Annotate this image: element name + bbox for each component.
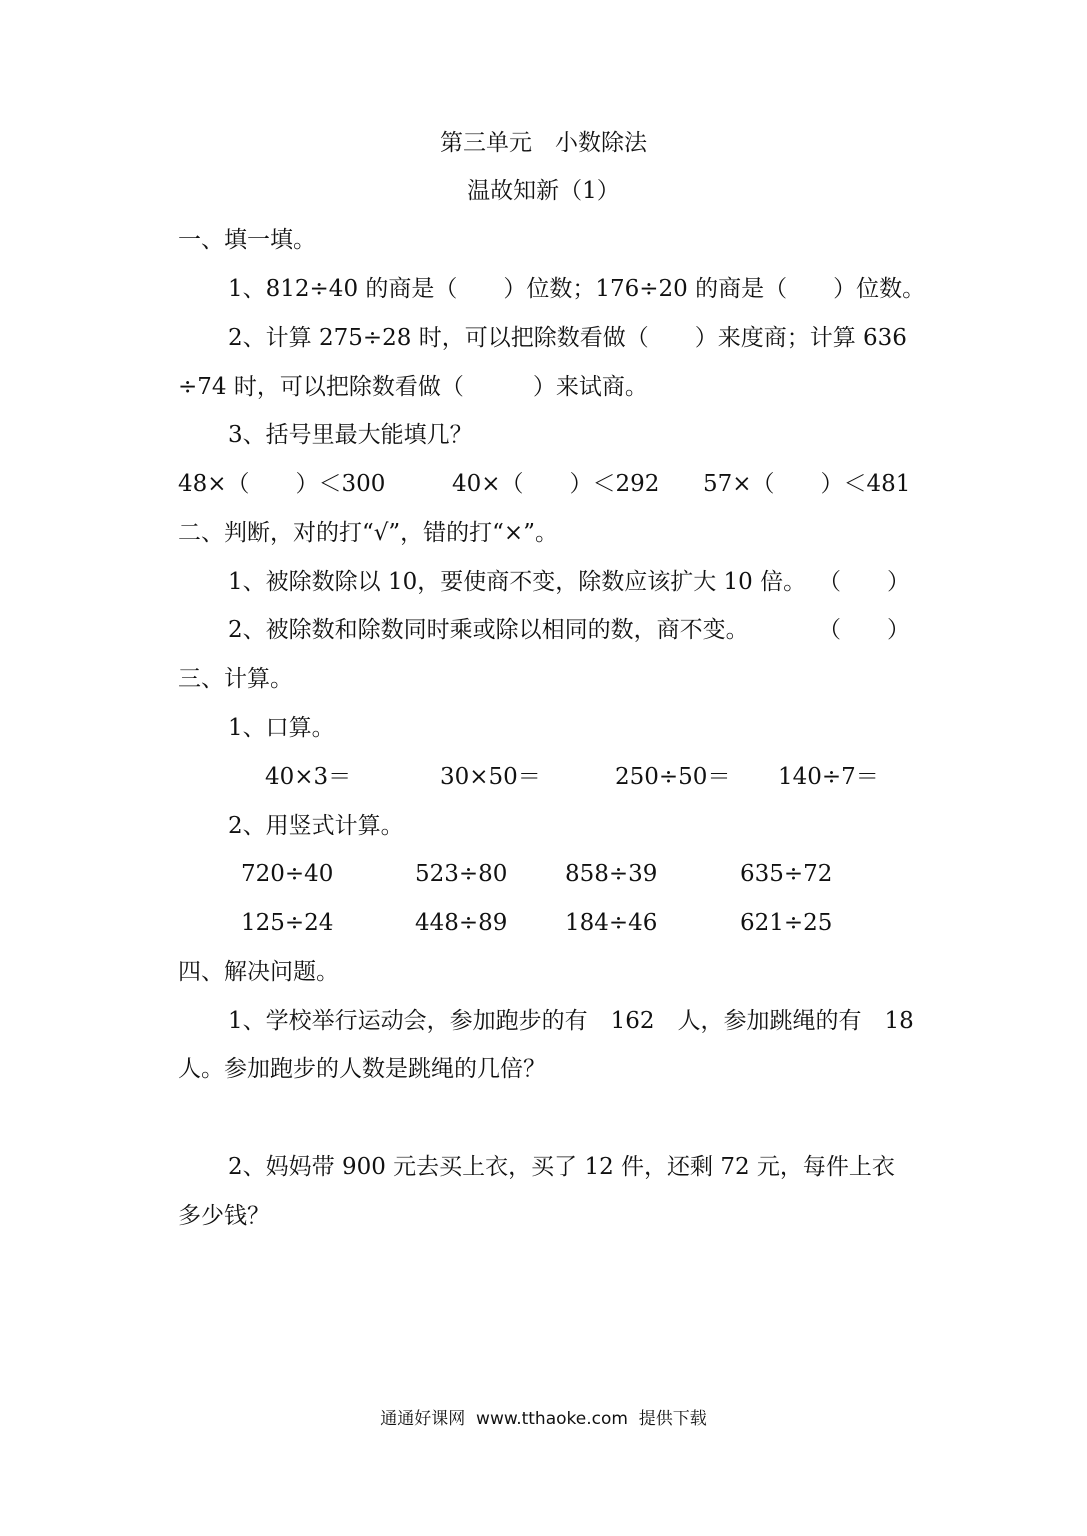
- problem-1-line2: 人。参加跑步的人数是跳绳的几倍？: [178, 1056, 546, 1082]
- section2-heading: 二、判断，对的打“√”，错的打“×”。: [178, 520, 558, 546]
- section1-question-1: 1、812÷40 的商是（ ）位数；176÷20 的商是（ ）位数。: [228, 276, 926, 302]
- oral-item-3: 250÷50＝: [615, 764, 731, 790]
- section1-question-3-items: [0, 469, 1087, 499]
- vertical-item: 635÷72: [740, 861, 833, 887]
- section1-question-3: 3、括号里最大能填几？: [228, 422, 473, 448]
- vertical-item: 621÷25: [740, 910, 833, 936]
- q3-item-2: 40×（ ）＜292: [452, 471, 660, 497]
- judgment-item-1: [0, 567, 1087, 597]
- q3-item-1: 48×（ ）＜300: [178, 471, 386, 497]
- problem-2-line1: 2、妈妈带 900 元去买上衣，买了 12 件，还剩 72 元，每件上衣: [228, 1154, 895, 1180]
- page-title: 第三单元 小数除法: [440, 130, 647, 156]
- judgment-item-2-text: 2、被除数和除数同时乘或除以相同的数，商不变。: [228, 617, 749, 643]
- oral-item-2: 30×50＝: [440, 764, 541, 790]
- vertical-calc-row-2: [0, 908, 1087, 938]
- q3-item-3: 57×（ ）＜481: [703, 471, 911, 497]
- oral-calc-label: 1、口算。: [228, 715, 335, 741]
- vertical-calc-row-1: [0, 859, 1087, 889]
- vertical-item: 523÷80: [415, 861, 508, 887]
- section1-question-2-line2: ÷74 时，可以把除数看做（ ）来试商。: [178, 374, 648, 400]
- vertical-calc-label: 2、用竖式计算。: [228, 813, 404, 839]
- section1-heading: 一、填一填。: [178, 227, 316, 253]
- problem-2-line2: 多少钱？: [178, 1203, 270, 1229]
- judgment-item-2-bracket: （ ）: [818, 617, 910, 643]
- judgment-item-2: [0, 615, 1087, 645]
- page-subtitle: 温故知新（1）: [467, 178, 620, 204]
- footer-text: 通通好课网 www.tthaoke.com 提供下载: [380, 1409, 707, 1429]
- judgment-item-1-bracket: （ ）: [818, 569, 910, 595]
- problem-1-line1: 1、学校举行运动会，参加跑步的有 162 人，参加跳绳的有 18: [228, 1008, 914, 1034]
- vertical-item: 125÷24: [241, 910, 334, 936]
- section4-heading: 四、解决问题。: [178, 959, 339, 985]
- vertical-item: 184÷46: [565, 910, 658, 936]
- vertical-item: 448÷89: [415, 910, 508, 936]
- vertical-item: 858÷39: [565, 861, 658, 887]
- section1-question-2-line1: 2、计算 275÷28 时，可以把除数看做（ ）来度商；计算 636: [228, 325, 907, 351]
- vertical-item: 720÷40: [241, 861, 334, 887]
- judgment-item-1-text: 1、被除数除以 10，要使商不变，除数应该扩大 10 倍。: [228, 569, 807, 595]
- oral-calc-row: [0, 762, 1087, 792]
- section3-heading: 三、计算。: [178, 666, 293, 692]
- oral-item-1: 40×3＝: [265, 764, 352, 790]
- oral-item-4: 140÷7＝: [778, 764, 879, 790]
